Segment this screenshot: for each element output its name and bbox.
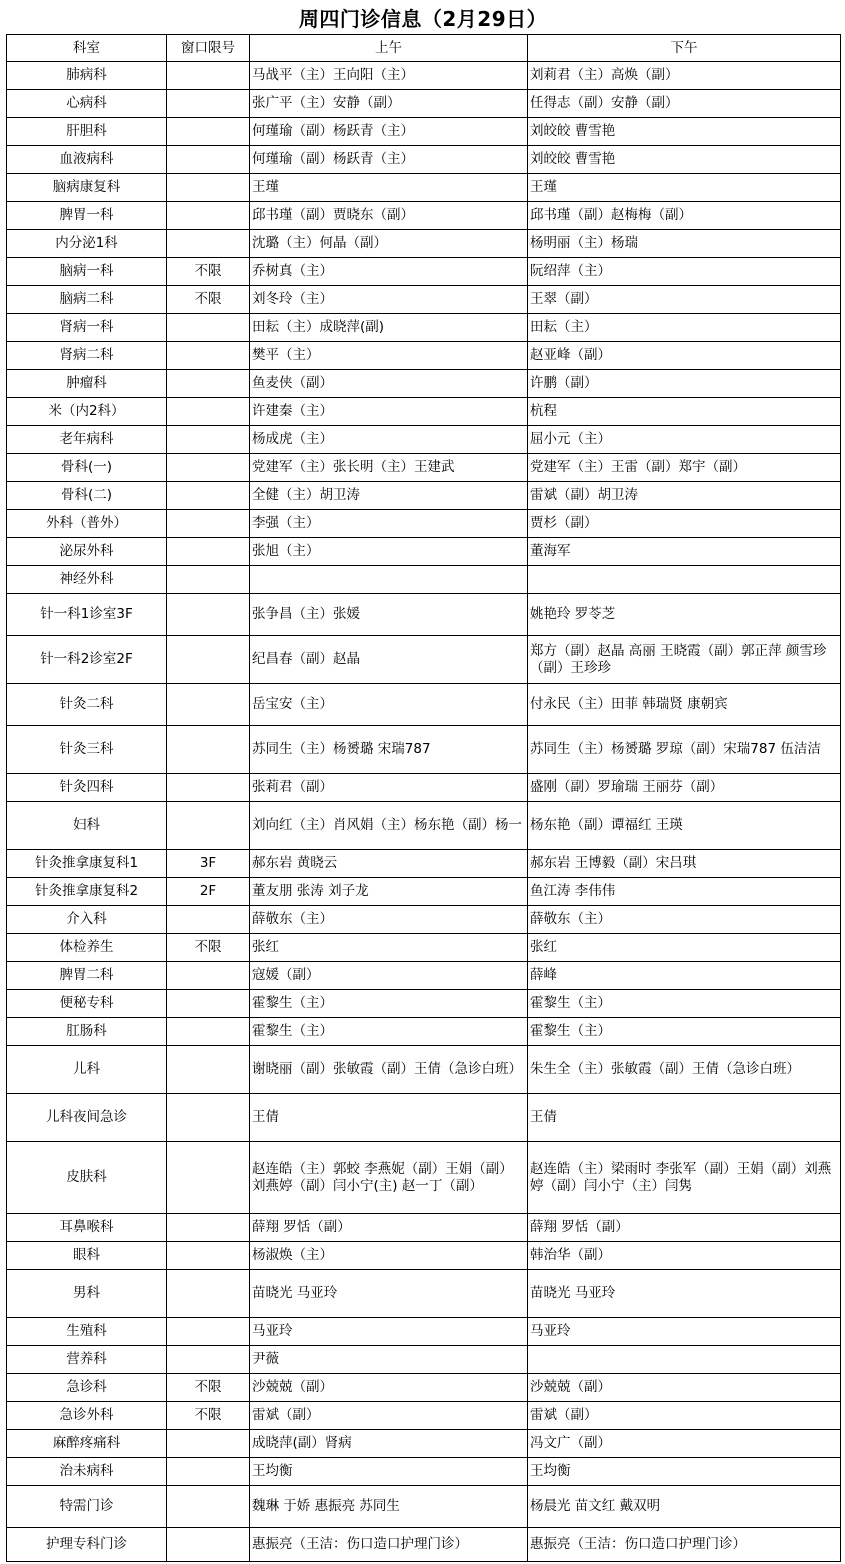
window-cell [167, 1094, 250, 1142]
morning-cell: 沈璐（主）何晶（副） [250, 230, 528, 258]
table-row [7, 1046, 841, 1094]
morning-cell: 王均衡 [250, 1458, 528, 1486]
morning-cell: 杨淑焕（主） [250, 1242, 528, 1270]
morning-cell: 田耘（主）成晓萍(副) [250, 314, 528, 342]
window-cell [167, 398, 250, 426]
window-cell [167, 482, 250, 510]
morning-cell: 何瑾瑜（副）杨跃青（主） [250, 146, 528, 174]
table-row [7, 370, 841, 398]
afternoon-cell: 苏同生（主）杨赟璐 罗琼（副）宋瑞787 伍洁洁 [528, 726, 841, 774]
afternoon-cell: 王均衡 [528, 1458, 841, 1486]
window-cell: 不限 [167, 1374, 250, 1402]
morning-cell: 刘冬玲（主） [250, 286, 528, 314]
window-cell [167, 146, 250, 174]
schedule-sheet [6, 4, 840, 1562]
morning-cell: 王瑾 [250, 174, 528, 202]
dept-cell: 体检养生 [7, 934, 167, 962]
dept-cell: 脑病康复科 [7, 174, 167, 202]
afternoon-cell: 盛刚（副）罗瑜瑞 王丽芬（副） [528, 774, 841, 802]
dept-cell: 儿科 [7, 1046, 167, 1094]
dept-cell: 泌尿外科 [7, 538, 167, 566]
dept-cell: 肛肠科 [7, 1018, 167, 1046]
afternoon-cell: 雷斌（副）胡卫涛 [528, 482, 841, 510]
table-row [7, 258, 841, 286]
table-row [7, 684, 841, 726]
table-row [7, 118, 841, 146]
morning-cell: 李强（主） [250, 510, 528, 538]
dept-cell: 特需门诊 [7, 1486, 167, 1528]
dept-cell: 针一科1诊室3F [7, 594, 167, 636]
dept-cell: 男科 [7, 1270, 167, 1318]
afternoon-cell: 鱼江涛 李伟伟 [528, 878, 841, 906]
afternoon-cell: 王瑾 [528, 174, 841, 202]
morning-cell: 马战平（主）王向阳（主） [250, 62, 528, 90]
dept-cell: 针灸四科 [7, 774, 167, 802]
window-cell [167, 1486, 250, 1528]
dept-cell: 针灸二科 [7, 684, 167, 726]
table-row [7, 594, 841, 636]
afternoon-cell: 董海军 [528, 538, 841, 566]
afternoon-cell: 刘皎皎 曹雪艳 [528, 146, 841, 174]
afternoon-cell: 赵连皓（主）梁雨时 李张军（副）王娟（副）刘燕婷（副）闫小宁（主）闫隽 [528, 1142, 841, 1214]
window-cell: 3F [167, 850, 250, 878]
afternoon-cell: 刘皎皎 曹雪艳 [528, 118, 841, 146]
dept-cell: 儿科夜间急诊 [7, 1094, 167, 1142]
morning-cell: 郝东岩 黄晓云 [250, 850, 528, 878]
dept-cell: 针灸推拿康复科1 [7, 850, 167, 878]
dept-cell: 耳鼻喉科 [7, 1214, 167, 1242]
morning-cell: 张红 [250, 934, 528, 962]
window-cell [167, 1430, 250, 1458]
morning-cell: 张莉君（副） [250, 774, 528, 802]
afternoon-cell: 任得志（副）安静（副） [528, 90, 841, 118]
dept-cell: 内分泌1科 [7, 230, 167, 258]
dept-cell: 米（内2科） [7, 398, 167, 426]
window-cell [167, 906, 250, 934]
dept-cell: 老年病科 [7, 426, 167, 454]
afternoon-cell: 薛敬东（主） [528, 906, 841, 934]
afternoon-cell: 薛峰 [528, 962, 841, 990]
afternoon-cell: 郝东岩 王博毅（副）宋吕琪 [528, 850, 841, 878]
morning-cell: 寇媛（副） [250, 962, 528, 990]
morning-cell: 岳宝安（主） [250, 684, 528, 726]
table-row [7, 1402, 841, 1430]
window-cell [167, 426, 250, 454]
morning-cell: 霍黎生（主） [250, 990, 528, 1018]
afternoon-cell [528, 566, 841, 594]
window-cell: 不限 [167, 934, 250, 962]
table-row [7, 1528, 841, 1562]
afternoon-cell: 杨东艳（副）谭福红 王瑛 [528, 802, 841, 850]
table-row [7, 774, 841, 802]
table-row [7, 1458, 841, 1486]
dept-cell: 神经外科 [7, 566, 167, 594]
window-cell [167, 774, 250, 802]
afternoon-cell: 贾杉（副） [528, 510, 841, 538]
window-cell [167, 342, 250, 370]
window-cell [167, 1528, 250, 1562]
morning-cell: 樊平（主） [250, 342, 528, 370]
window-cell [167, 538, 250, 566]
dept-cell: 针灸推拿康复科2 [7, 878, 167, 906]
dept-cell: 营养科 [7, 1346, 167, 1374]
table-row [7, 398, 841, 426]
morning-cell: 马亚玲 [250, 1318, 528, 1346]
afternoon-cell: 冯文广（副） [528, 1430, 841, 1458]
afternoon-cell: 付永民（主）田菲 韩瑞贤 康朝宾 [528, 684, 841, 726]
afternoon-cell: 杭程 [528, 398, 841, 426]
dept-cell: 脾胃一科 [7, 202, 167, 230]
afternoon-cell: 郑方（副）赵晶 高丽 王晓霞（副）郭正萍 颜雪珍（副）王珍珍 [528, 636, 841, 684]
window-cell [167, 802, 250, 850]
morning-cell: 谢晓丽（副）张敏霞（副）王倩（急诊白班） [250, 1046, 528, 1094]
afternoon-cell: 苗晓光 马亚玲 [528, 1270, 841, 1318]
header-am: 上午 [250, 35, 528, 62]
morning-cell: 惠振亮（王洁：伤口造口护理门诊） [250, 1528, 528, 1562]
morning-cell: 张广平（主）安静（副） [250, 90, 528, 118]
window-cell: 不限 [167, 286, 250, 314]
table-row [7, 1486, 841, 1528]
dept-cell: 妇科 [7, 802, 167, 850]
dept-cell: 外科（普外） [7, 510, 167, 538]
morning-cell: 苏同生（主）杨赟璐 宋瑞787 [250, 726, 528, 774]
window-cell [167, 684, 250, 726]
morning-cell: 霍黎生（主） [250, 1018, 528, 1046]
table-row [7, 1430, 841, 1458]
schedule-table [6, 34, 841, 1562]
table-row [7, 990, 841, 1018]
morning-cell: 纪昌春（副）赵晶 [250, 636, 528, 684]
morning-cell: 乔树真（主） [250, 258, 528, 286]
dept-cell: 皮肤科 [7, 1142, 167, 1214]
afternoon-cell: 阮绍萍（主） [528, 258, 841, 286]
table-row [7, 906, 841, 934]
header-pm: 下午 [528, 35, 841, 62]
dept-cell: 急诊科 [7, 1374, 167, 1402]
table-row [7, 174, 841, 202]
dept-cell: 治未病科 [7, 1458, 167, 1486]
table-row [7, 1318, 841, 1346]
morning-cell [250, 566, 528, 594]
dept-cell: 骨科(一) [7, 454, 167, 482]
window-cell [167, 314, 250, 342]
afternoon-cell: 霍黎生（主） [528, 1018, 841, 1046]
table-row [7, 962, 841, 990]
dept-cell: 脑病一科 [7, 258, 167, 286]
window-cell [167, 1018, 250, 1046]
morning-cell: 何瑾瑜（副）杨跃青（主） [250, 118, 528, 146]
morning-cell: 杨成虎（主） [250, 426, 528, 454]
afternoon-cell: 赵亚峰（副） [528, 342, 841, 370]
afternoon-cell: 韩治华（副） [528, 1242, 841, 1270]
table-row [7, 510, 841, 538]
dept-cell: 眼科 [7, 1242, 167, 1270]
window-cell [167, 370, 250, 398]
table-row [7, 454, 841, 482]
header-row [7, 35, 841, 62]
dept-cell: 针灸三科 [7, 726, 167, 774]
dept-cell: 脾胃二科 [7, 962, 167, 990]
window-cell [167, 174, 250, 202]
table-row [7, 1142, 841, 1214]
morning-cell: 全健（主）胡卫涛 [250, 482, 528, 510]
window-cell: 不限 [167, 1402, 250, 1430]
morning-cell: 张旭（主） [250, 538, 528, 566]
table-row [7, 230, 841, 258]
morning-cell: 董友朋 张涛 刘子龙 [250, 878, 528, 906]
dept-cell: 肺病科 [7, 62, 167, 90]
table-row [7, 934, 841, 962]
afternoon-cell: 霍黎生（主） [528, 990, 841, 1018]
afternoon-cell: 刘莉君（主）高焕（副） [528, 62, 841, 90]
window-cell [167, 1214, 250, 1242]
window-cell [167, 1270, 250, 1318]
morning-cell: 薛敬东（主） [250, 906, 528, 934]
morning-cell: 薛翔 罗恬（副） [250, 1214, 528, 1242]
dept-cell: 护理专科门诊 [7, 1528, 167, 1562]
schedule-body [7, 62, 841, 1562]
morning-cell: 党建军（主）张长明（主）王建武 [250, 454, 528, 482]
dept-cell: 肿瘤科 [7, 370, 167, 398]
dept-cell: 便秘专科 [7, 990, 167, 1018]
table-row [7, 90, 841, 118]
window-cell [167, 636, 250, 684]
table-row [7, 1270, 841, 1318]
header-dept: 科室 [7, 35, 167, 62]
afternoon-cell: 王倩 [528, 1094, 841, 1142]
window-cell [167, 118, 250, 146]
afternoon-cell: 姚艳玲 罗苓芝 [528, 594, 841, 636]
window-cell: 不限 [167, 258, 250, 286]
dept-cell: 针一科2诊室2F [7, 636, 167, 684]
morning-cell: 魏琳 于娇 惠振亮 苏同生 [250, 1486, 528, 1528]
window-cell [167, 1346, 250, 1374]
afternoon-cell: 杨晨光 苗文红 戴双明 [528, 1486, 841, 1528]
afternoon-cell: 张红 [528, 934, 841, 962]
window-cell [167, 594, 250, 636]
dept-cell: 脑病二科 [7, 286, 167, 314]
table-row [7, 342, 841, 370]
table-row [7, 1018, 841, 1046]
window-cell [167, 1242, 250, 1270]
table-row [7, 636, 841, 684]
afternoon-cell: 党建军（主）王雷（副）郑宇（副） [528, 454, 841, 482]
header-window: 窗口限号 [167, 35, 250, 62]
window-cell [167, 726, 250, 774]
dept-cell: 肾病二科 [7, 342, 167, 370]
table-row [7, 1214, 841, 1242]
window-cell [167, 1046, 250, 1094]
afternoon-cell: 沙兢兢（副） [528, 1374, 841, 1402]
afternoon-cell: 雷斌（副） [528, 1402, 841, 1430]
window-cell [167, 1458, 250, 1486]
morning-cell: 雷斌（副） [250, 1402, 528, 1430]
table-row [7, 286, 841, 314]
page-title: 周四门诊信息（2月29日） [298, 7, 548, 31]
window-cell [167, 962, 250, 990]
afternoon-cell: 马亚玲 [528, 1318, 841, 1346]
table-row [7, 1346, 841, 1374]
dept-cell: 血液病科 [7, 146, 167, 174]
window-cell: 2F [167, 878, 250, 906]
table-row [7, 1094, 841, 1142]
afternoon-cell: 惠振亮（王洁：伤口造口护理门诊） [528, 1528, 841, 1562]
table-row [7, 202, 841, 230]
window-cell [167, 230, 250, 258]
dept-cell: 心病科 [7, 90, 167, 118]
dept-cell: 肾病一科 [7, 314, 167, 342]
table-row [7, 538, 841, 566]
afternoon-cell: 田耘（主） [528, 314, 841, 342]
table-row [7, 566, 841, 594]
dept-cell: 生殖科 [7, 1318, 167, 1346]
afternoon-cell: 杨明丽（主）杨瑞 [528, 230, 841, 258]
morning-cell: 鱼麦侠（副） [250, 370, 528, 398]
table-row [7, 146, 841, 174]
morning-cell: 许建秦（主） [250, 398, 528, 426]
morning-cell: 苗晓光 马亚玲 [250, 1270, 528, 1318]
table-row [7, 426, 841, 454]
table-row [7, 314, 841, 342]
window-cell [167, 454, 250, 482]
table-row [7, 482, 841, 510]
table-row [7, 1374, 841, 1402]
morning-cell: 赵连皓（主）郭蛟 李燕妮（副）王娟（副）刘燕婷（副）闫小宁(主) 赵一丁（副） [250, 1142, 528, 1214]
morning-cell: 张争昌（主）张媛 [250, 594, 528, 636]
window-cell [167, 202, 250, 230]
table-row [7, 726, 841, 774]
morning-cell: 沙兢兢（副） [250, 1374, 528, 1402]
window-cell [167, 566, 250, 594]
morning-cell: 刘向红（主）肖风娟（主）杨东艳（副）杨一 [250, 802, 528, 850]
window-cell [167, 990, 250, 1018]
afternoon-cell: 邱书瑾（副）赵梅梅（副） [528, 202, 841, 230]
dept-cell: 介入科 [7, 906, 167, 934]
morning-cell: 邱书瑾（副）贾晓东（副） [250, 202, 528, 230]
afternoon-cell: 王翠（副） [528, 286, 841, 314]
dept-cell: 急诊外科 [7, 1402, 167, 1430]
window-cell [167, 1318, 250, 1346]
afternoon-cell: 朱生全（主）张敏霞（副）王倩（急诊白班） [528, 1046, 841, 1094]
dept-cell: 肝胆科 [7, 118, 167, 146]
morning-cell: 尹薇 [250, 1346, 528, 1374]
morning-cell: 成晓萍(副）肾病 [250, 1430, 528, 1458]
afternoon-cell: 屈小元（主） [528, 426, 841, 454]
afternoon-cell: 许鹏（副） [528, 370, 841, 398]
afternoon-cell: 薛翔 罗恬（副） [528, 1214, 841, 1242]
window-cell [167, 1142, 250, 1214]
table-row [7, 1242, 841, 1270]
morning-cell: 王倩 [250, 1094, 528, 1142]
afternoon-cell [528, 1346, 841, 1374]
table-row [7, 802, 841, 850]
window-cell [167, 510, 250, 538]
table-row [7, 878, 841, 906]
dept-cell: 麻醉疼痛科 [7, 1430, 167, 1458]
table-row [7, 62, 841, 90]
table-row [7, 850, 841, 878]
dept-cell: 骨科(二) [7, 482, 167, 510]
window-cell [167, 62, 250, 90]
window-cell [167, 90, 250, 118]
